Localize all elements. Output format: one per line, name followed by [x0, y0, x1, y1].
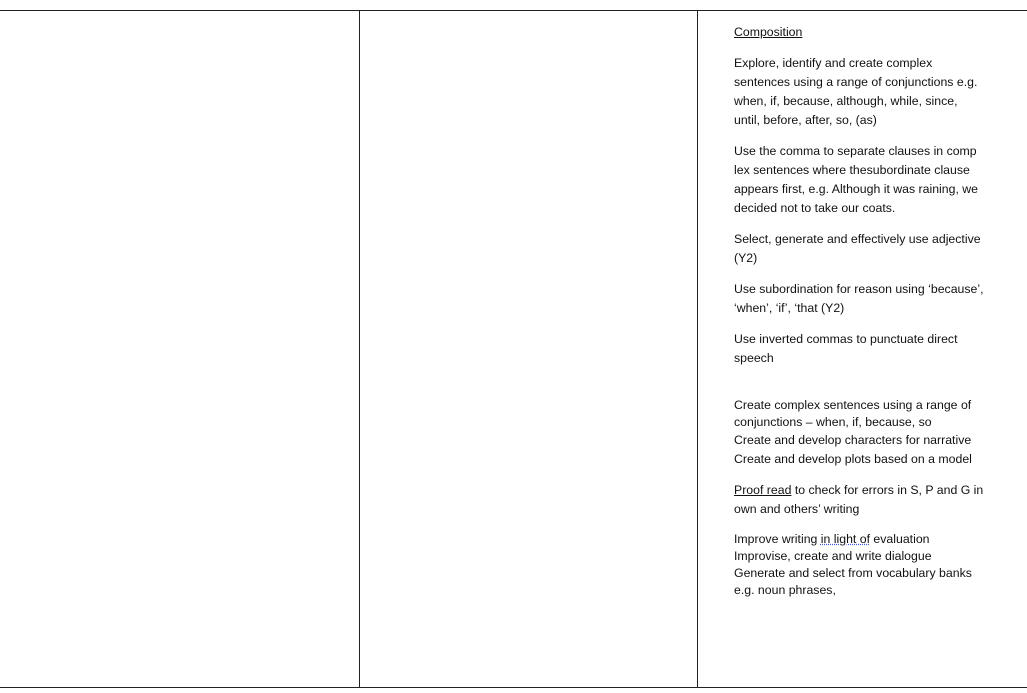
objective-conjunctions: Create complex sentences using a range of conjunctions – when, if, because, so — [734, 398, 972, 429]
objective-inverted-commas: Use inverted commas to punctuate direct speech — [734, 332, 958, 365]
objective-adjective: Select, generate and effectively use adjective (Y2) — [734, 232, 981, 265]
objective-vocabulary: Generate and select from vocabulary banks e.g. noun phrases, — [734, 566, 972, 597]
objective-comma-rest: appears first, e.g. Although it was raining, we decided not to take our coats. — [734, 182, 979, 215]
proof-read-rest: to check for errors in S, P and G in own and others’ writing — [734, 483, 984, 516]
improve-writing-post: evaluation — [870, 532, 930, 546]
document-table — [0, 10, 1027, 688]
objective-improve-writing — [734, 531, 984, 548]
cell-text[interactable] — [734, 23, 984, 599]
objective-dialogue: Improvise, create and write dialogue — [734, 549, 932, 563]
table-cell-1[interactable] — [0, 11, 359, 687]
objective-subordination: Use subordination for reason using ‘because’, ‘when’, ‘if’, ‘that (Y2) — [734, 282, 984, 315]
objective-comma-line2: lex sentences where thesubordinate clause — [734, 163, 970, 177]
objective-comma-line1: Use the comma to separate clauses in comp — [734, 144, 977, 158]
composition-heading: Composition — [734, 25, 803, 39]
grammar-suggestion[interactable]: in light of — [820, 532, 871, 546]
proof-read-link[interactable]: Proof read — [734, 483, 792, 497]
objective-characters-plots: Create and develop characters for narrative Create and develop plots based on a model — [734, 433, 972, 466]
table-cell-3[interactable] — [698, 11, 1027, 687]
objective-comma-clauses — [734, 142, 984, 218]
improve-writing-pre: Improve writing — [734, 532, 821, 546]
table-cell-2[interactable] — [360, 11, 697, 687]
objective-complex-sentences: Explore, identify and create complex sentences using a range of conjunctions e.g. when, if, because, although, while, since, until, before, after, so, (as) — [734, 56, 978, 127]
objective-proof-read — [734, 481, 984, 519]
